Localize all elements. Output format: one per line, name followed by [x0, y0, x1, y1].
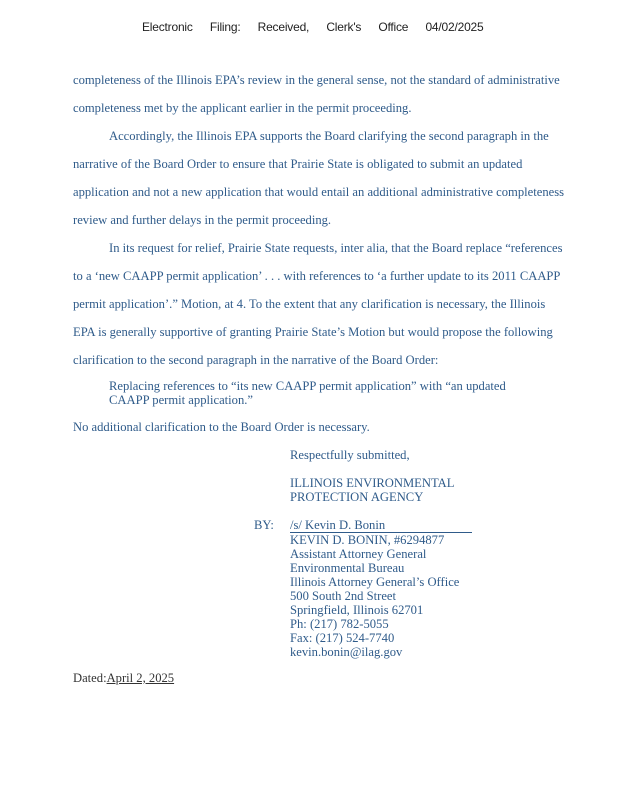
header-clerks: Clerk's [326, 20, 362, 34]
dated-label: Dated: [73, 671, 107, 685]
header-office: Office [378, 20, 409, 34]
closing-sentence: No additional clarification to the Board Order is necessary. [73, 420, 370, 434]
attorney-title: Assistant Attorney General [290, 547, 427, 561]
attorney-name: KEVIN D. BONIN, #6294877 [290, 533, 445, 547]
header-date: 04/02/2025 [425, 20, 484, 34]
quote-line2: CAAPP permit application.” [109, 393, 253, 407]
dated-row [73, 671, 174, 685]
signature-line: /s/ Kevin D. Bonin [290, 518, 472, 533]
para2-line3: application and not a new application that would entail an additional administrative completeness [73, 185, 565, 199]
city-address: Springfield, Illinois 62701 [290, 603, 424, 617]
para3-line3: permit application’.” Motion, at 4. To the extent that any clarification is necessary, the Illinois [73, 297, 546, 311]
para2-line2: narrative of the Board Order to ensure that Prairie State is obligated to submit an updated [73, 157, 523, 171]
paragraph-3 [73, 234, 613, 374]
fax-number: Fax: (217) 524-7740 [290, 631, 395, 645]
by-label: BY: [254, 518, 274, 532]
agency-name [290, 476, 454, 504]
header-filing: Filing: [209, 20, 241, 34]
para1-line2: completeness met by the applicant earlier in the permit proceeding. [73, 101, 412, 115]
respectfully-submitted: Respectfully submitted, [290, 448, 410, 462]
para1-line1: completeness of the Illinois EPA’s review in the general sense, not the standard of administrative [73, 73, 560, 87]
email-link[interactable]: kevin.bonin@ilag.gov [290, 645, 403, 659]
para3-line2: to a ‘new CAAPP permit application’ . . . with references to ‘a further update to its 2011 CAAPP [73, 269, 561, 283]
para2-line4: review and further delays in the permit proceeding. [73, 213, 332, 227]
signature-block [290, 518, 472, 659]
para3-line5: clarification to the second paragraph in the narrative of the Board Order: [73, 353, 439, 367]
para3-line4: EPA is generally supportive of granting Prairie State’s Motion but would propose the following [73, 325, 553, 339]
paragraph-1 [73, 66, 613, 122]
dated-value: April 2, 2025 [106, 671, 175, 685]
filing-header [142, 20, 498, 34]
header-electronic: Electronic [142, 20, 193, 34]
block-quote [109, 379, 506, 407]
agency-line2: PROTECTION AGENCY [290, 490, 424, 504]
para3-line1: In its request for relief, Prairie State requests, inter alia, that the Board replace “references [109, 241, 563, 255]
street-address: 500 South 2nd Street [290, 589, 396, 603]
phone-number: Ph: (217) 782-5055 [290, 617, 389, 631]
para2-line1: Accordingly, the Illinois EPA supports the Board clarifying the second paragraph in the [109, 129, 549, 143]
header-received: Received, [257, 20, 310, 34]
agency-line1: ILLINOIS ENVIRONMENTAL [290, 476, 455, 490]
office-name: Illinois Attorney General’s Office [290, 575, 460, 589]
bureau: Environmental Bureau [290, 561, 405, 575]
quote-line1: Replacing references to “its new CAAPP permit application” with “an updated [109, 379, 506, 393]
paragraph-2 [73, 122, 613, 234]
